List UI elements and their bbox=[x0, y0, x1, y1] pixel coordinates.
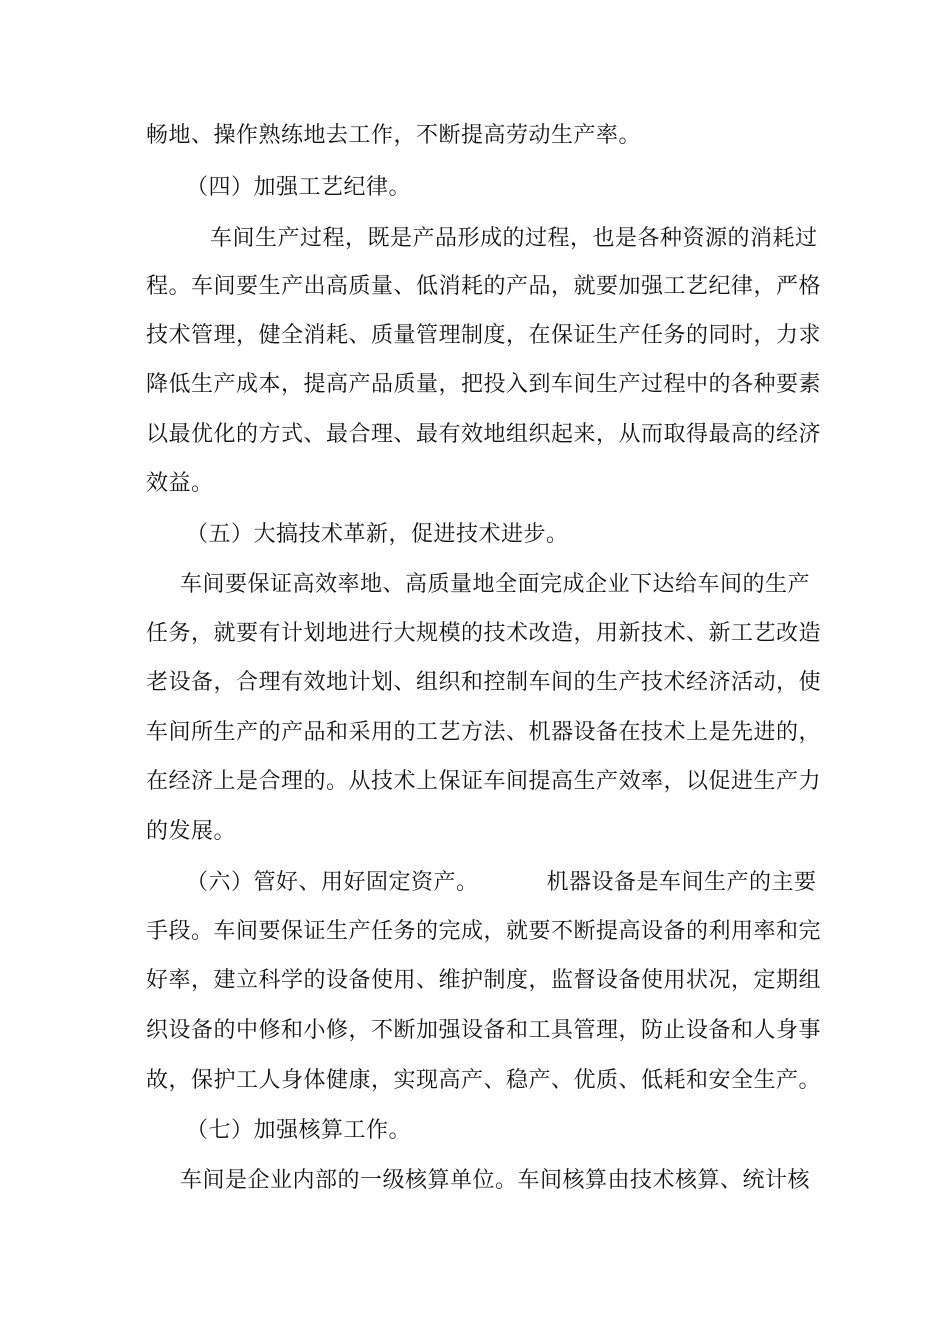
paragraph-line: 故，保护工人身体健康，实现高产、稳产、优质、低耗和安全生产。 bbox=[146, 1068, 822, 1093]
section-heading-4: （四）加强工艺纪律。 bbox=[186, 175, 412, 200]
paragraph-line: 以最优化的方式、最合理、最有效地组织起来，从而取得最高的经济 bbox=[146, 422, 822, 447]
paragraph-line: 技术管理，健全消耗、质量管理制度，在保证生产任务的同时，力求 bbox=[146, 323, 822, 348]
paragraph-line: 程。车间要生产出高质量、低消耗的产品，就要加强工艺纪律，严格 bbox=[146, 274, 822, 299]
paragraph-line: 任务，就要有计划地进行大规模的技术改造，用新技术、新工艺改造 bbox=[146, 621, 822, 646]
paragraph-line: 手段。车间要保证生产任务的完成，就要不断提高设备的利用率和完 bbox=[146, 919, 822, 944]
paragraph-line: 车间是企业内部的一级核算单位。车间核算由技术核算、统计核 bbox=[180, 1168, 811, 1193]
paragraph-line: 织设备的中修和小修，不断加强设备和工具管理，防止设备和人身事 bbox=[146, 1018, 822, 1043]
section-6-line bbox=[186, 868, 817, 898]
paragraph-line: 畅地、操作熟练地去工作，不断提高劳动生产率。 bbox=[146, 123, 642, 148]
paragraph-line: 在经济上是合理的。从技术上保证车间提高生产效率，以促进生产力 bbox=[146, 769, 822, 794]
paragraph-line: 效益。 bbox=[146, 471, 214, 496]
paragraph-line: 老设备，合理有效地计划、组织和控制车间的生产技术经济活动，使 bbox=[146, 670, 822, 695]
paragraph-line: 车间所生产的产品和采用的工艺方法、机器设备在技术上是先进的， bbox=[146, 720, 822, 745]
section-heading-5: （五）大搞技术革新，促进技术进步。 bbox=[186, 522, 569, 547]
paragraph-line: 车间要保证高效率地、高质量地全面完成企业下达给车间的生产 bbox=[180, 572, 811, 597]
paragraph-line: 好率，建立科学的设备使用、维护制度，监督设备使用状况，定期组 bbox=[146, 968, 822, 993]
section-heading-7: （七）加强核算工作。 bbox=[186, 1118, 412, 1143]
paragraph-line: 车间生产过程，既是产品形成的过程，也是各种资源的消耗过 bbox=[210, 226, 818, 251]
paragraph-line: 的发展。 bbox=[146, 819, 237, 844]
section-6-text: 机器设备是车间生产的主要 bbox=[546, 870, 817, 895]
section-heading-6: （六）管好、用好固定资产。 bbox=[186, 870, 479, 895]
paragraph-line: 降低生产成本，提高产品质量，把投入到车间生产过程中的各种要素 bbox=[146, 372, 822, 397]
